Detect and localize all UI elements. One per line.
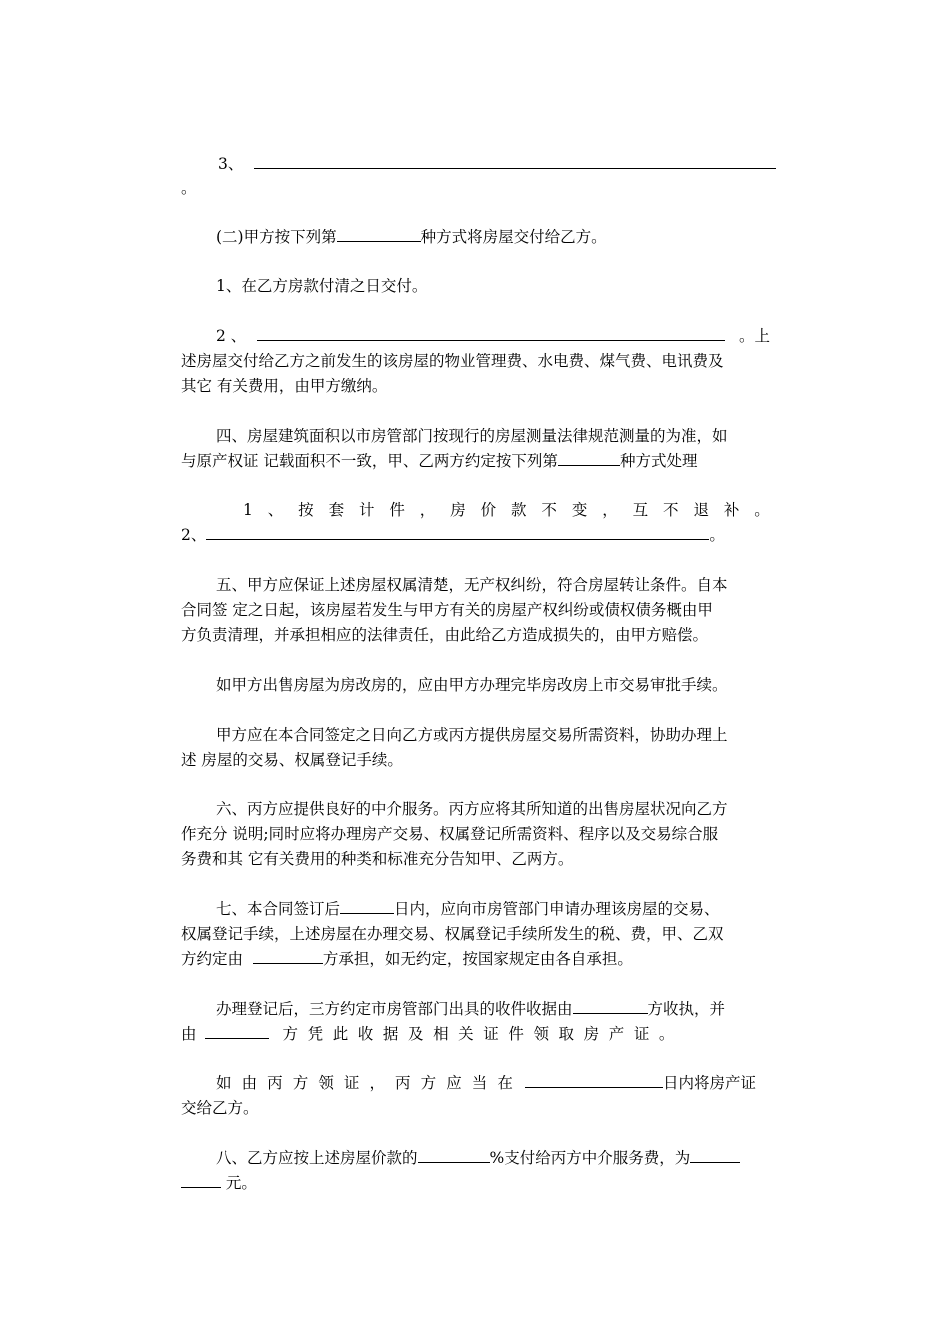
- article-7-para-3-char-11: 在: [497, 1074, 513, 1092]
- article-4-option-1-char-14: 不: [663, 501, 679, 519]
- article-7-para-2-char-13: 产: [608, 1025, 625, 1043]
- article-4-option-1-char-5: 件: [389, 501, 405, 519]
- article-7-para-2-char-12: 房: [583, 1025, 600, 1043]
- article-7-para-2-line-1: 办理登记后，三方约定市房管部门出具的收件收据由 方收执，并: [216, 1000, 726, 1018]
- article-4-option-1-char-13: 互: [632, 501, 649, 519]
- article-4-option-1-char-3: 套: [328, 501, 345, 519]
- clause-3-end: 。: [181, 179, 197, 197]
- clause-number: 3、: [218, 155, 244, 173]
- article-6-line-2: 作充分 说明;同时应将办理房产交易、权属登记所需资料、程序以及交易综合服: [181, 825, 719, 843]
- delivery-line-2: 述房屋交付给乙方之前发生的该房屋的物业管理费、水电费、煤气费、电讯费及: [181, 352, 724, 370]
- article-7-para-3-char-6: ，: [369, 1074, 385, 1092]
- article-7-para-3-char-0: 如: [216, 1074, 232, 1092]
- article-4-option-1-char-2: 按: [298, 501, 314, 519]
- article-7-para-3-words: [216, 1071, 513, 1095]
- delivery-option-2: 2 、 。上: [216, 327, 770, 345]
- fill-blank: [254, 154, 776, 169]
- article-4-option-1-char-1: 、: [267, 501, 284, 519]
- fill-blank: [558, 451, 620, 466]
- fill-blank: [337, 227, 421, 242]
- article-4-option-1-char-11: 变: [571, 501, 588, 519]
- article-5-para-3-line-2: 述 房屋的交易、权属登记手续。: [181, 751, 403, 769]
- article-7-para-3-char-4: 领: [318, 1074, 334, 1092]
- article-4-option-1-char-9: 款: [511, 501, 527, 519]
- delivery-option-1: 1、在乙方房款付清之日交付。: [216, 277, 428, 295]
- article-7-line-3: 方约定由 方承担，如无约定，按国家规定由各自承担。: [181, 950, 633, 968]
- article-5-line-1: 五、甲方应保证上述房屋权属清楚，无产权纠纷，符合房屋转让条件。自本: [216, 576, 728, 594]
- fill-blank: [690, 1148, 740, 1163]
- article-7-para-3-char-8: 方: [420, 1074, 437, 1092]
- article-7-para-3-char-1: 由: [241, 1074, 258, 1092]
- article-8-line-2: 元。: [181, 1171, 770, 1195]
- article-5-para-2: 如甲方出售房屋为房改房的，应由甲方办理完毕房改房上市交易审批手续。: [216, 676, 728, 694]
- article-7-para-3-char-9: 应: [446, 1074, 462, 1092]
- article-7-para-2-char-9: 件: [508, 1025, 524, 1043]
- article-4-option-1-char-7: 房: [450, 501, 466, 519]
- fill-blank: [205, 1024, 269, 1039]
- article-7-para-3-char-2: 丙: [267, 1074, 283, 1092]
- article-5-line-2: 合同签 定之日起，该房屋若发生与甲方有关的房屋产权纠纷或债权债务概由甲: [181, 601, 713, 619]
- article-7-para-3-line-1: 如 由 丙 方 领 证 ， 丙 方 应 当 在 日内将房产证: [216, 1071, 770, 1095]
- fill-blank: [253, 949, 323, 964]
- delivery-line-3: 其它 有关费用，由甲方缴纳。: [181, 377, 388, 395]
- article-7-para-2-rest: [283, 1022, 675, 1046]
- article-4-option-1-char-17: 。: [754, 501, 770, 519]
- article-7-para-2-char-1: 凭: [307, 1025, 324, 1043]
- article-6-line-3: 务费和其 它有关费用的种类和标准充分告知甲、乙两方。: [181, 850, 574, 868]
- article-7-para-3-line-2: 交给乙方。: [181, 1099, 259, 1117]
- fill-blank: [257, 326, 725, 341]
- article-7-para-2-char-0: 方: [282, 1025, 299, 1043]
- article-7-para-2-char-10: 领: [533, 1025, 549, 1043]
- article-6-line-1: 六、丙方应提供良好的中介服务。丙方应将其所知道的出售房屋状况向乙方: [216, 800, 728, 818]
- article-4-line-2: 与原产权证 记载面积不一致，甲、乙两方约定按下列第 种方式处理: [181, 452, 698, 470]
- article-7-para-2-char-11: 取: [558, 1025, 575, 1043]
- article-5-para-3-line-1: 甲方应在本合同签定之日向乙方或丙方提供房屋交易所需资料，协助办理上: [216, 726, 728, 744]
- article-4-option-1-char-10: 不: [541, 501, 557, 519]
- article-7-line-2: 权属登记手续，上述房屋在办理交易、权属登记手续所发生的税、费，甲、乙双: [181, 925, 724, 943]
- article-7-para-3-char-10: 当: [471, 1074, 488, 1092]
- article-4-option-1-char-16: 补: [723, 501, 740, 519]
- article-4-option-1-char-6: ，: [419, 501, 436, 519]
- article-7-para-2-char-5: 及: [407, 1025, 424, 1043]
- fill-blank: [340, 899, 394, 914]
- fill-blank: [181, 1173, 221, 1188]
- article-7-para-2-char-8: 证: [483, 1025, 499, 1043]
- article-7-para-3-char-3: 方: [292, 1074, 309, 1092]
- article-4-option-1-char-15: 退: [693, 501, 709, 519]
- article-7-para-2-char-7: 关: [458, 1025, 474, 1043]
- clause-3-line: [218, 152, 770, 176]
- article-7-para-2-char-3: 收: [357, 1025, 374, 1043]
- article-4-option-1-char-0: 1: [243, 501, 253, 519]
- fill-blank: [418, 1148, 490, 1163]
- fill-blank: [206, 525, 709, 540]
- article-8-line-1: 八、乙方应按上述房屋价款的 %支付给丙方中介服务费，为: [216, 1146, 805, 1170]
- article-4-option-1: [243, 498, 770, 522]
- article-4-option-2: 2、 。: [181, 526, 725, 544]
- article-7-line-1: 七、本合同签订后 日内，应向市房管部门申请办理该房屋的交易、: [216, 900, 720, 918]
- article-7-para-2-char-4: 据: [382, 1025, 399, 1043]
- article-7-para-2-char-2: 此: [332, 1025, 349, 1043]
- article-7-para-3-char-5: 证: [343, 1074, 360, 1092]
- article-4-option-1-char-8: 价: [480, 501, 497, 519]
- article-5-line-3: 方负责清理，并承担相应的法律责任，由此给乙方造成损失的，由甲方赔偿。: [181, 626, 709, 644]
- fill-blank: [573, 999, 648, 1014]
- article-7-para-2-char-14: 证: [633, 1025, 650, 1043]
- article-7-para-2-char-15: 。: [658, 1025, 675, 1043]
- delivery-intro: (二)甲方按下列第 种方式将房屋交付给乙方。: [216, 228, 607, 246]
- article-7-para-2-char-6: 相: [433, 1025, 449, 1043]
- article-4-option-1-char-4: 计: [358, 501, 375, 519]
- article-7-para-2-line-2: 由 方 凭 此 收 据 及 相 关 证 件 领 取 房 产 证 。: [181, 1022, 770, 1046]
- fill-blank: [525, 1073, 663, 1088]
- article-4-option-1-char-12: ，: [602, 501, 618, 519]
- article-7-para-3-char-7: 丙: [395, 1074, 411, 1092]
- article-4-line-1: 四、房屋建筑面积以市房管部门按现行的房屋测量法律规范测量的为准，如: [216, 427, 728, 445]
